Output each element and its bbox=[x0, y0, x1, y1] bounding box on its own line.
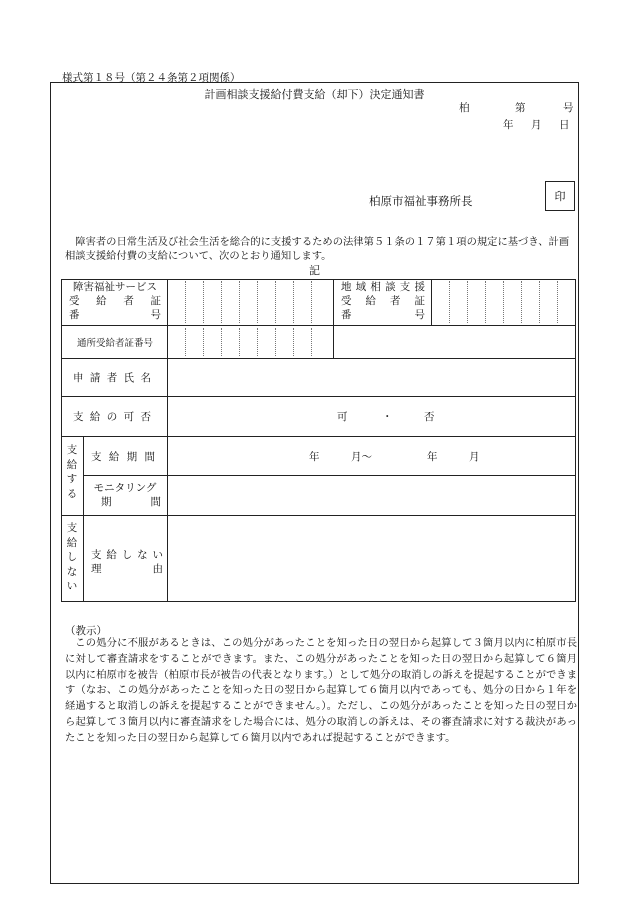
decision-table bbox=[61, 279, 576, 602]
payment-period-label: 支 給 期 間 bbox=[91, 451, 155, 463]
welfare-cert-label-line1: 障害福祉サービス bbox=[73, 281, 157, 293]
monitoring-label-line1: モニタリング bbox=[93, 482, 157, 494]
preamble-text: 障害者の日常生活及び社会生活を総合的に支援するための法律第５１条の１７第１項の規定に基づき、計画相談支援給付費の支給について、次のとおり通知します。 bbox=[65, 236, 570, 262]
notice-body: この処分に不服があるときは、この処分があったことを知った日の翌日から起算して３箇月以内に柏原市長に対して審査請求をすることができます。また、この処分があったことを知った日の翌日から起算して６箇月以内に柏原市を被告（柏原市長が被告の代表となります。）として処分の取消しの訴えを提起することができます（なお、この処分があったことを知った日の翌日から起算して６箇月以内であっても、処分の日から１年を経過すると取消しの訴えを提起することができません。）。ただし、この処分があったことを知った日の翌日から起算して３箇月以内に審査請求をした場合には、処分の取消しの訴えは、その審査請求に対する裁決があったことを知った日の翌日から起算して６箇月以内であれば提起することができます。 bbox=[65, 637, 577, 744]
applicant-name-label: 申 請 者 氏 名 bbox=[73, 372, 151, 384]
date-year: 年 bbox=[503, 119, 514, 131]
notice-heading: （教示） bbox=[65, 625, 107, 637]
regional-cert-label bbox=[341, 280, 425, 322]
approval-dot: ・ bbox=[382, 411, 393, 423]
form-number: 様式第１８号（第２４条第２項関係） bbox=[62, 72, 241, 84]
period-month2: 月 bbox=[469, 451, 480, 463]
group-shikyu-label: 支給する bbox=[66, 444, 78, 500]
refusal-label-line1: 支 給 し な い bbox=[91, 549, 163, 561]
monitoring-label-line2: 期 間 bbox=[101, 496, 161, 508]
date-month: 月 bbox=[531, 119, 542, 131]
period-month1: 月～ bbox=[351, 451, 372, 463]
approval-yes: 可 bbox=[337, 411, 348, 423]
doc-number-suffix: 号 bbox=[563, 102, 574, 114]
welfare-cert-label-line3: 番 号 bbox=[69, 309, 161, 321]
day-service-cert-label: 通所受給者証番号 bbox=[76, 338, 153, 349]
refusal-reason-label bbox=[91, 548, 163, 576]
regional-cert-label-line2: 受 給 者 証 bbox=[341, 295, 425, 307]
doc-number-prefix: 柏 bbox=[459, 102, 470, 114]
welfare-cert-label bbox=[69, 280, 161, 322]
period-year2: 年 bbox=[427, 451, 438, 463]
regional-cert-label-line3: 番 号 bbox=[341, 309, 425, 321]
doc-number-mid: 第 bbox=[515, 102, 526, 114]
document-title: 計画相談支援給付費支給（却下）決定通知書 bbox=[204, 88, 425, 101]
ki-heading: 記 bbox=[309, 264, 320, 277]
welfare-cert-label-line2: 受 給 者 証 bbox=[69, 295, 161, 307]
approval-no: 否 bbox=[424, 411, 435, 423]
regional-cert-label-line1: 地 域 相 談 支 援 bbox=[341, 281, 425, 293]
group-fushikyu-label: 支給しない bbox=[66, 522, 78, 592]
date-day: 日 bbox=[559, 119, 570, 131]
seal-box: 印 bbox=[545, 181, 575, 211]
issuer-name: 柏原市福祉事務所長 bbox=[369, 194, 473, 208]
document-frame bbox=[50, 82, 579, 884]
approval-label: 支 給 の 可 否 bbox=[73, 411, 151, 423]
monitoring-period-label bbox=[89, 481, 161, 509]
period-year1: 年 bbox=[309, 451, 320, 463]
refusal-label-line2: 理 由 bbox=[91, 563, 163, 575]
